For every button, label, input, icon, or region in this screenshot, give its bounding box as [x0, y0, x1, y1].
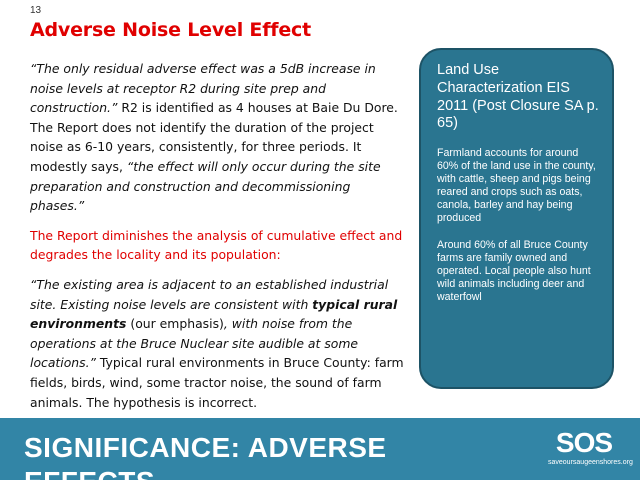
quote-residual-effect: “The only residual adverse effect was a 5dB increase in noise levels at receptor R2 during site prep and construction.” — [30, 61, 376, 116]
slide-title: Adverse Noise Level Effect — [30, 19, 311, 41]
footer-title: SIGNIFICANCE: ADVERSE EFFECTS — [24, 432, 387, 497]
sos-logo — [548, 427, 633, 472]
sos-logo-mark: SOS — [555, 427, 613, 458]
text-r2-description: R2 is identified as 4 houses at Baie Du Dore. The Report does not identify the duration of the project noise as 6-10 years, consistently, for three periods. It modestly says, — [30, 100, 398, 174]
paragraph-cumulative-effect: The Report diminishes the analysis of cumulative effect and degrades the locality and its population: — [30, 227, 403, 263]
text-our-emphasis: (our emphasis) — [126, 316, 224, 332]
callout-farmland-paragraph: Farmland accounts for around 60% of the land use in the county, with cattle, sheep and pigs being reared and crops such as oats, canola, barley and hay being produced — [437, 147, 596, 225]
quote-effect-duration: “the effect will only occur during the site preparation and construction and decommissioning phases.” — [30, 158, 381, 214]
paragraph-residual-effect — [30, 59, 408, 216]
body-text — [30, 59, 408, 422]
land-use-callout — [419, 48, 614, 389]
slide-number: 13 — [30, 5, 42, 16]
callout-heading: Land Use Characterization EIS 2011 (Post Closure SA p. 65) — [437, 62, 599, 132]
callout-farms-paragraph: Around 60% of all Bruce County farms are family owned and operated. Local people also hunt wild animals including deer and waterfowl — [437, 239, 591, 304]
sos-logo-url: saveoursaugeenshores.org — [548, 459, 633, 466]
quote-existing-area-b: , with noise from the operations at the Bruce Nuclear site audible at some locations.” — [30, 316, 359, 371]
paragraph-existing-area — [30, 275, 408, 412]
footer-banner — [0, 418, 640, 497]
text-rural-environments: Typical rural environments in Bruce County: farm fields, birds, wind, some tractor noise, the sound of farm animals. The hypothesis is incorrect. — [30, 355, 404, 410]
emphasis-rural-environments: typical rural environments — [30, 296, 398, 332]
quote-existing-area-a: “The existing area is adjacent to an established industrial site. Existing noise levels are consistent with — [30, 276, 389, 312]
